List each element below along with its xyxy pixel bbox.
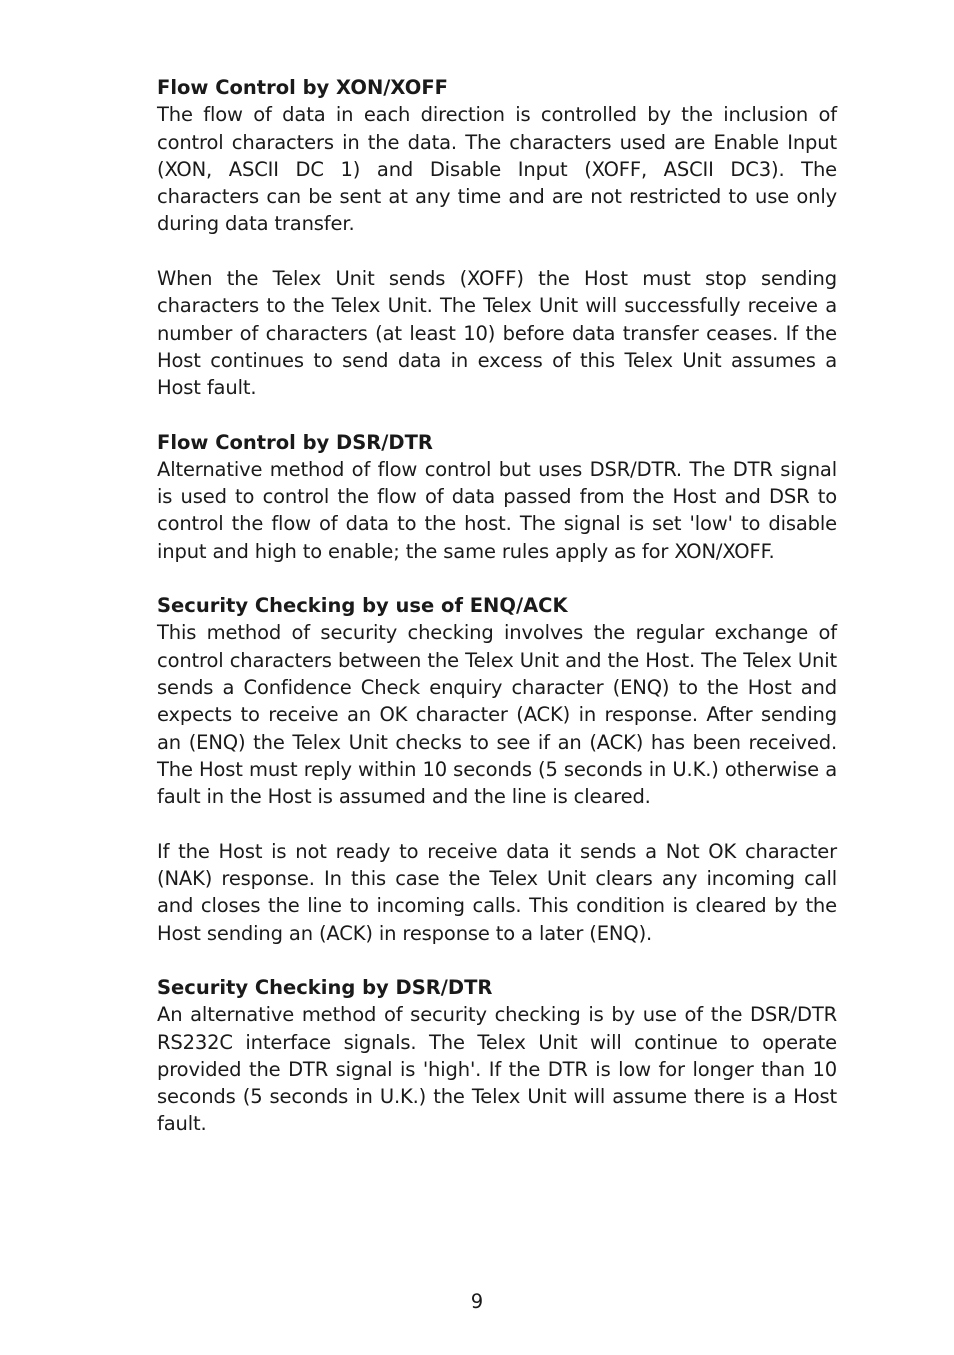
section-heading: Flow Control by DSR/DTR — [157, 430, 433, 454]
paragraph: Alternative method of flow control but uses DSR/DTR. The DTR signal is used to control the flow of data passed from the Host and DSR to control the flow of data to the host. The signal is set 'low' to disable input and high to enable; the same rules apply as for XON/XOFF. — [157, 457, 837, 563]
section-heading: Flow Control by XON/XOFF — [157, 76, 448, 99]
section-security-checking-dsr-dtr — [157, 974, 837, 1138]
paragraph: The flow of data in each direction is controlled by the inclusion of control characters in the data. The characters used are Enable Input (XON, ASCII DC 1) and Disable Input (XOFF, ASCII DC3). The characters can be sent at any time and are not restricted to use only during data transfer. — [157, 103, 837, 236]
paragraph: If the Host is not ready to receive data it sends a Not OK character (NAK) response. In this case the Telex Unit clears any incoming call and closes the line to incoming calls. This condition is cleared by the Host sending an (ACK) in response to a later (ENQ). — [157, 839, 837, 945]
paragraph: This method of security checking involves the regular exchange of control characters between the Telex Unit and the Host. The Telex Unit sends a Confidence Check enquiry character (ENQ) to the Host and expects to receive an OK character (ACK) in response. After sending an (ENQ) the Telex Unit checks to see if an (ACK) has been received. The Host must reply within 10 seconds (5 seconds in U.K.) otherwise a fault in the Host is assumed and the line is cleared. — [157, 621, 837, 809]
section-heading: Security Checking by use of ENQ/ACK — [157, 594, 568, 618]
section-security-checking-enq-ack — [157, 592, 837, 947]
page-number: 9 — [470, 1290, 484, 1313]
section-flow-control-xon-xoff — [157, 74, 837, 402]
paragraph: An alternative method of security checking is by use of the DSR/DTR RS232C interface signals. The Telex Unit will continue to operate provided the DTR signal is 'high'. If the DTR is low for longer than 10 seconds (5 seconds in U.K.) the Telex Unit will assume there is a Host fault. — [157, 1003, 837, 1136]
section-heading: Security Checking by DSR/DTR — [157, 975, 493, 999]
section-flow-control-dsr-dtr — [157, 429, 837, 565]
page-content — [157, 74, 837, 1138]
paragraph: When the Telex Unit sends (XOFF) the Host must stop sending characters to the Telex Unit. The Telex Unit will successfully receive a number of characters (at least 10) before data transfer ceases. If the Host continues to send data in excess of this Telex Unit assumes a Host fault. — [157, 267, 837, 400]
